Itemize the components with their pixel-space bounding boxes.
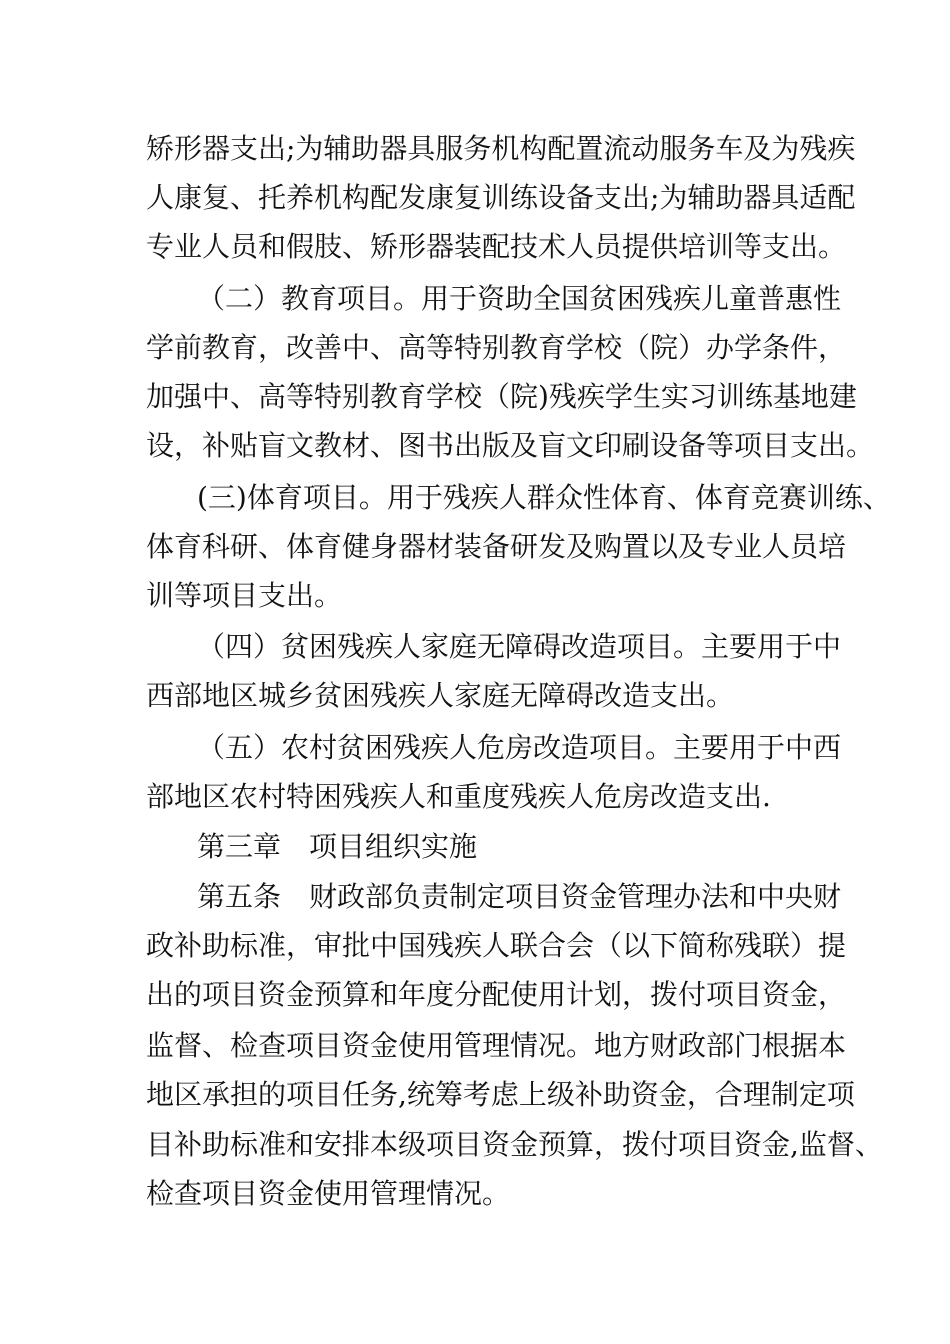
text-line: 训等项目支出。 (146, 579, 343, 612)
text-line: 学前教育，改善中、高等特别教育学校（院）办学条件， (146, 331, 847, 364)
text-line: 人康复、托养机构配发康复训练设备支出;为辅助器具适配 (146, 181, 856, 214)
text-line: 矫形器支出;为辅助器具服务机构配置流动服务车及为残疾 (146, 132, 856, 165)
text-line: 检查项目资金使用管理情况。 (146, 1177, 511, 1210)
text-line: 监督、检查项目资金使用管理情况。地方财政部门根据本 (146, 1029, 847, 1062)
text-line: 出的项目资金预算和年度分配使用计划，拨付项目资金， (146, 978, 847, 1011)
paragraph-start-line: （五）农村贫困残疾人危房改造项目。主要用于中西 (197, 731, 842, 764)
paragraph-start-line: （二）教育项目。用于资助全国贫困残疾儿童普惠性 (197, 282, 842, 315)
text-line: 政补助标准，审批中国残疾人联合会（以下简称残联）提 (146, 929, 847, 962)
article-start-line: 第五条 财政部负责制定项目资金管理办法和中央财 (197, 880, 842, 913)
chapter-heading: 第三章 项目组织实施 (197, 830, 478, 863)
text-line: 目补助标准和安排本级项目资金预算，拨付项目资金,监督、 (146, 1128, 883, 1161)
paragraph-start-line: (三)体育项目。用于残疾人群众性体育、体育竞赛训练、 (197, 481, 891, 514)
text-line: 体育科研、体育健身器材装备研发及购置以及专业人员培 (146, 530, 847, 563)
text-line: 西部地区城乡贫困残疾人家庭无障碍改造支出。 (146, 679, 735, 712)
text-line: 加强中、高等特别教育学校（院)残疾学生实习训练基地建 (146, 380, 857, 413)
paragraph-start-line: （四）贫困残疾人家庭无障碍改造项目。主要用于中 (197, 630, 842, 663)
text-line: 专业人员和假肢、矫形器装配技术人员提供培训等支出。 (146, 230, 847, 263)
text-line: 部地区农村特困残疾人和重度残疾人危房改造支出. (146, 780, 771, 813)
text-line: 地区承担的项目任务,统筹考虑上级补助资金，合理制定项 (146, 1078, 855, 1111)
text-line: 设，补贴盲文教材、图书出版及盲文印刷设备等项目支出。 (146, 429, 875, 462)
